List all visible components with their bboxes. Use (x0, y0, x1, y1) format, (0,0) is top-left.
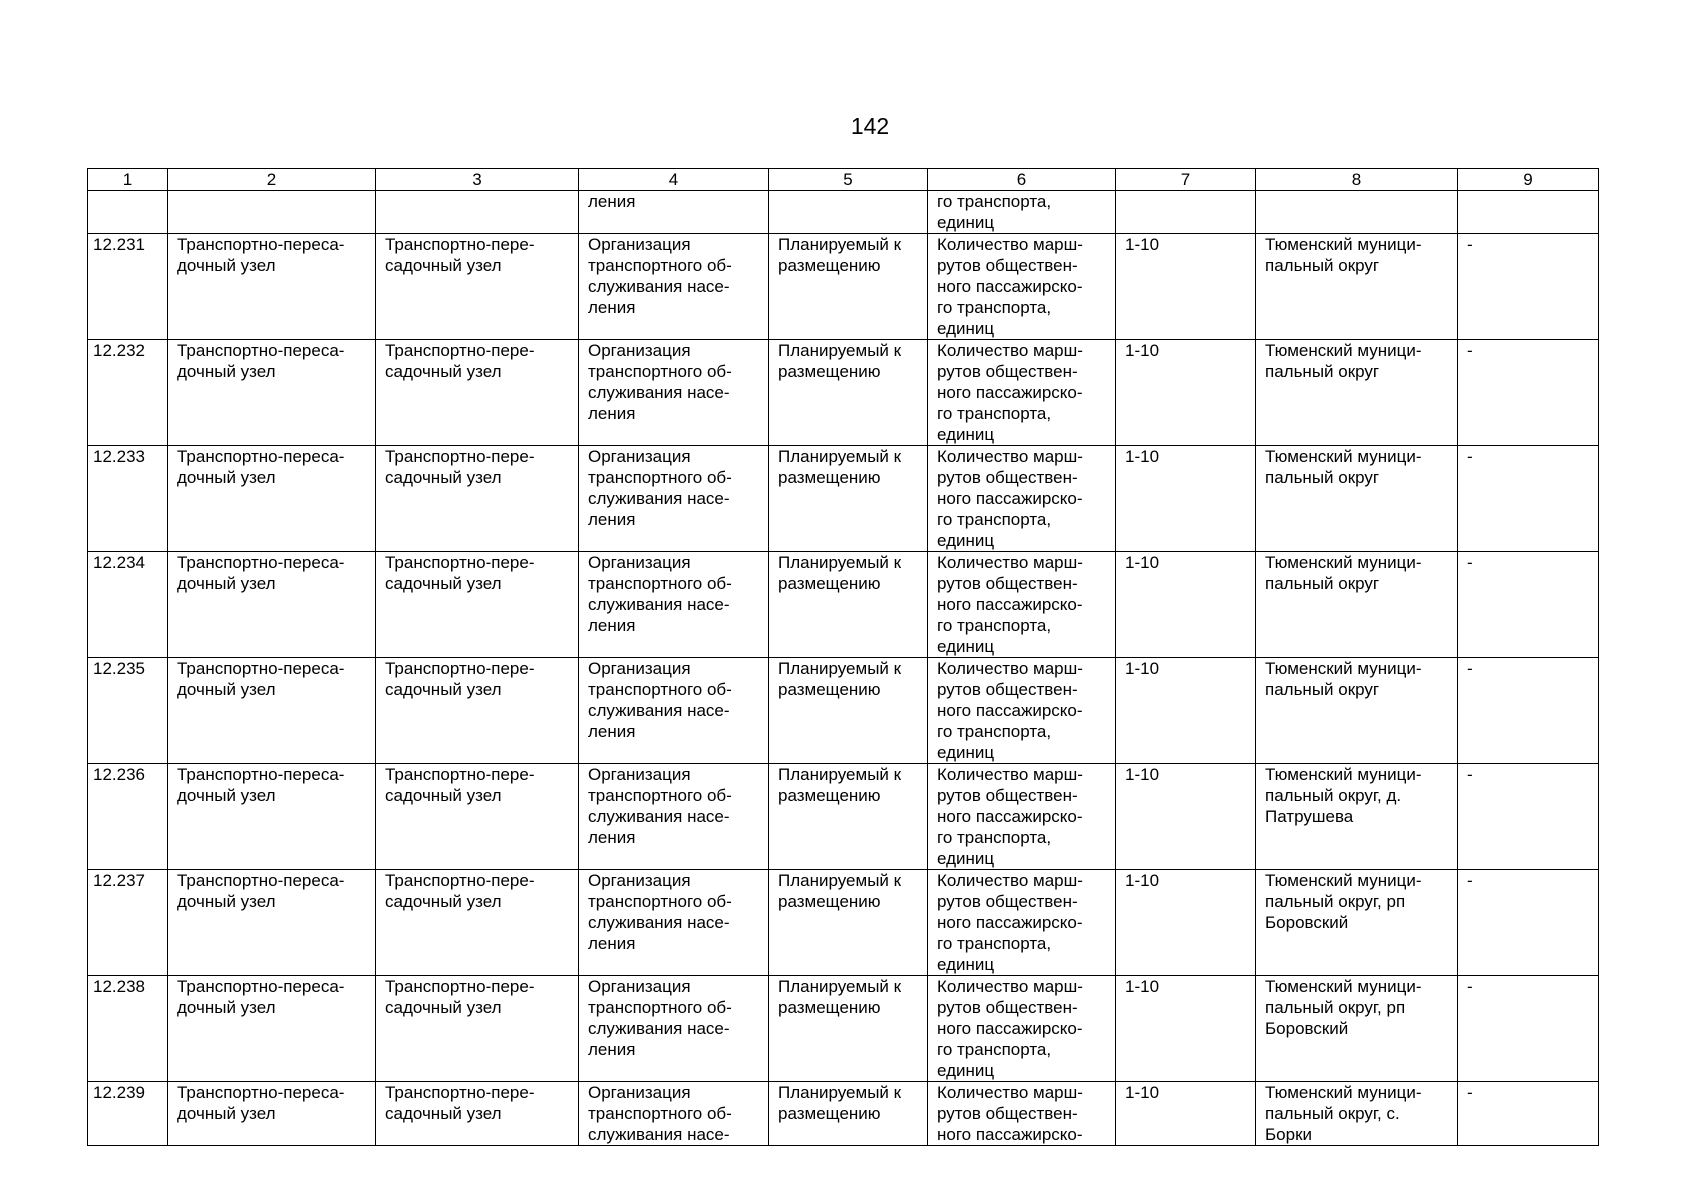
object-type-cell: Транспортно-переса- дочный узел (168, 870, 376, 976)
page-number: 142 (850, 113, 890, 139)
column-number: 1 (88, 169, 168, 191)
row-number-cell: 12.237 (88, 870, 168, 976)
object-kind-cell: Транспортно-пере- садочный узел (376, 764, 579, 870)
object-type-cell: Транспортно-переса- дочный узел (168, 234, 376, 340)
table-cell (769, 191, 928, 234)
table-row (88, 976, 1599, 1082)
table-cell (1256, 191, 1458, 234)
object-type-cell: Транспортно-переса- дочный узел (168, 340, 376, 446)
table-cell (168, 191, 376, 234)
characteristic-cell: Количество марш- рутов обществен- ного пассажирско- го транспорта, единиц (928, 976, 1116, 1082)
value-cell: 1-10 (1116, 870, 1256, 976)
table-row (88, 764, 1599, 870)
zone-cell: - (1458, 764, 1599, 870)
column-number: 8 (1256, 169, 1458, 191)
column-number: 9 (1458, 169, 1599, 191)
object-type-cell: Транспортно-переса- дочный узел (168, 446, 376, 552)
status-cell: Планируемый к размещению (769, 340, 928, 446)
status-cell: Планируемый к размещению (769, 870, 928, 976)
status-cell: Планируемый к размещению (769, 658, 928, 764)
table-row (88, 234, 1599, 340)
location-cell: Тюменский муници- пальный округ (1256, 340, 1458, 446)
table-cell: ления (579, 191, 769, 234)
zone-cell: - (1458, 446, 1599, 552)
column-number-row (88, 169, 1599, 191)
purpose-cell: Организация транспортного об- служивания насе- (579, 1082, 769, 1146)
zone-cell: - (1458, 552, 1599, 658)
value-cell: 1-10 (1116, 764, 1256, 870)
table-row (88, 658, 1599, 764)
table-cell (376, 191, 579, 234)
object-type-cell: Транспортно-переса- дочный узел (168, 976, 376, 1082)
object-type-cell: Транспортно-переса- дочный узел (168, 1082, 376, 1146)
object-kind-cell: Транспортно-пере- садочный узел (376, 976, 579, 1082)
value-cell: 1-10 (1116, 1082, 1256, 1146)
location-cell: Тюменский муници- пальный округ, рп Боровский (1256, 976, 1458, 1082)
status-cell: Планируемый к размещению (769, 552, 928, 658)
status-cell: Планируемый к размещению (769, 764, 928, 870)
location-cell: Тюменский муници- пальный округ, д. Патрушева (1256, 764, 1458, 870)
value-cell: 1-10 (1116, 976, 1256, 1082)
column-number: 7 (1116, 169, 1256, 191)
object-type-cell: Транспортно-переса- дочный узел (168, 658, 376, 764)
row-number-cell: 12.232 (88, 340, 168, 446)
object-kind-cell: Транспортно-пере- садочный узел (376, 658, 579, 764)
row-number-cell: 12.238 (88, 976, 168, 1082)
status-cell: Планируемый к размещению (769, 446, 928, 552)
characteristic-cell: Количество марш- рутов обществен- ного пассажирско- го транспорта, единиц (928, 234, 1116, 340)
value-cell: 1-10 (1116, 658, 1256, 764)
characteristic-cell: Количество марш- рутов обществен- ного пассажирско- го транспорта, единиц (928, 658, 1116, 764)
zone-cell: - (1458, 1082, 1599, 1146)
purpose-cell: Организация транспортного об- служивания насе- ления (579, 870, 769, 976)
location-cell: Тюменский муници- пальный округ, с. Борки (1256, 1082, 1458, 1146)
purpose-cell: Организация транспортного об- служивания насе- ления (579, 234, 769, 340)
table-cell (1458, 191, 1599, 234)
value-cell: 1-10 (1116, 552, 1256, 658)
column-number: 6 (928, 169, 1116, 191)
table-row (88, 340, 1599, 446)
status-cell: Планируемый к размещению (769, 1082, 928, 1146)
zone-cell: - (1458, 870, 1599, 976)
value-cell: 1-10 (1116, 340, 1256, 446)
purpose-cell: Организация транспортного об- служивания насе- ления (579, 764, 769, 870)
zone-cell: - (1458, 340, 1599, 446)
purpose-cell: Организация транспортного об- служивания насе- ления (579, 340, 769, 446)
column-number: 4 (579, 169, 769, 191)
table-cell (88, 191, 168, 234)
characteristic-cell: Количество марш- рутов обществен- ного пассажирско- го транспорта, единиц (928, 870, 1116, 976)
table-row (88, 870, 1599, 976)
characteristic-cell: Количество марш- рутов обществен- ного пассажирско- го транспорта, единиц (928, 340, 1116, 446)
object-kind-cell: Транспортно-пере- садочный узел (376, 234, 579, 340)
location-cell: Тюменский муници- пальный округ (1256, 552, 1458, 658)
characteristic-cell: Количество марш- рутов обществен- ного пассажирско- го транспорта, единиц (928, 446, 1116, 552)
row-number-cell: 12.235 (88, 658, 168, 764)
row-number-cell: 12.231 (88, 234, 168, 340)
characteristic-cell: Количество марш- рутов обществен- ного пассажирско- го транспорта, единиц (928, 764, 1116, 870)
row-number-cell: 12.233 (88, 446, 168, 552)
object-kind-cell: Транспортно-пере- садочный узел (376, 870, 579, 976)
characteristic-cell: Количество марш- рутов обществен- ного пассажирско- (928, 1082, 1116, 1146)
purpose-cell: Организация транспортного об- служивания насе- ления (579, 552, 769, 658)
location-cell: Тюменский муници- пальный округ (1256, 234, 1458, 340)
row-number-cell: 12.234 (88, 552, 168, 658)
characteristic-cell: Количество марш- рутов обществен- ного пассажирско- го транспорта, единиц (928, 552, 1116, 658)
row-number-cell: 12.239 (88, 1082, 168, 1146)
table-cell (1116, 191, 1256, 234)
column-number: 3 (376, 169, 579, 191)
object-type-cell: Транспортно-переса- дочный узел (168, 552, 376, 658)
zone-cell: - (1458, 976, 1599, 1082)
object-type-cell: Транспортно-переса- дочный узел (168, 764, 376, 870)
object-kind-cell: Транспортно-пере- садочный узел (376, 446, 579, 552)
column-number: 5 (769, 169, 928, 191)
location-cell: Тюменский муници- пальный округ (1256, 658, 1458, 764)
purpose-cell: Организация транспортного об- служивания насе- ления (579, 446, 769, 552)
zone-cell: - (1458, 234, 1599, 340)
status-cell: Планируемый к размещению (769, 234, 928, 340)
table-row-continuation (88, 191, 1599, 234)
value-cell: 1-10 (1116, 234, 1256, 340)
row-number-cell: 12.236 (88, 764, 168, 870)
purpose-cell: Организация транспортного об- служивания насе- ления (579, 976, 769, 1082)
value-cell: 1-10 (1116, 446, 1256, 552)
location-cell: Тюменский муници- пальный округ, рп Боровский (1256, 870, 1458, 976)
location-cell: Тюменский муници- пальный округ (1256, 446, 1458, 552)
table-row (88, 446, 1599, 552)
object-kind-cell: Транспортно-пере- садочный узел (376, 552, 579, 658)
zone-cell: - (1458, 658, 1599, 764)
object-kind-cell: Транспортно-пере- садочный узел (376, 340, 579, 446)
purpose-cell: Организация транспортного об- служивания насе- ления (579, 658, 769, 764)
column-number: 2 (168, 169, 376, 191)
table-cell: го транспорта, единиц (928, 191, 1116, 234)
status-cell: Планируемый к размещению (769, 976, 928, 1082)
object-kind-cell: Транспортно-пере- садочный узел (376, 1082, 579, 1146)
data-table (87, 168, 1599, 1146)
table-row (88, 1082, 1599, 1146)
table-row (88, 552, 1599, 658)
